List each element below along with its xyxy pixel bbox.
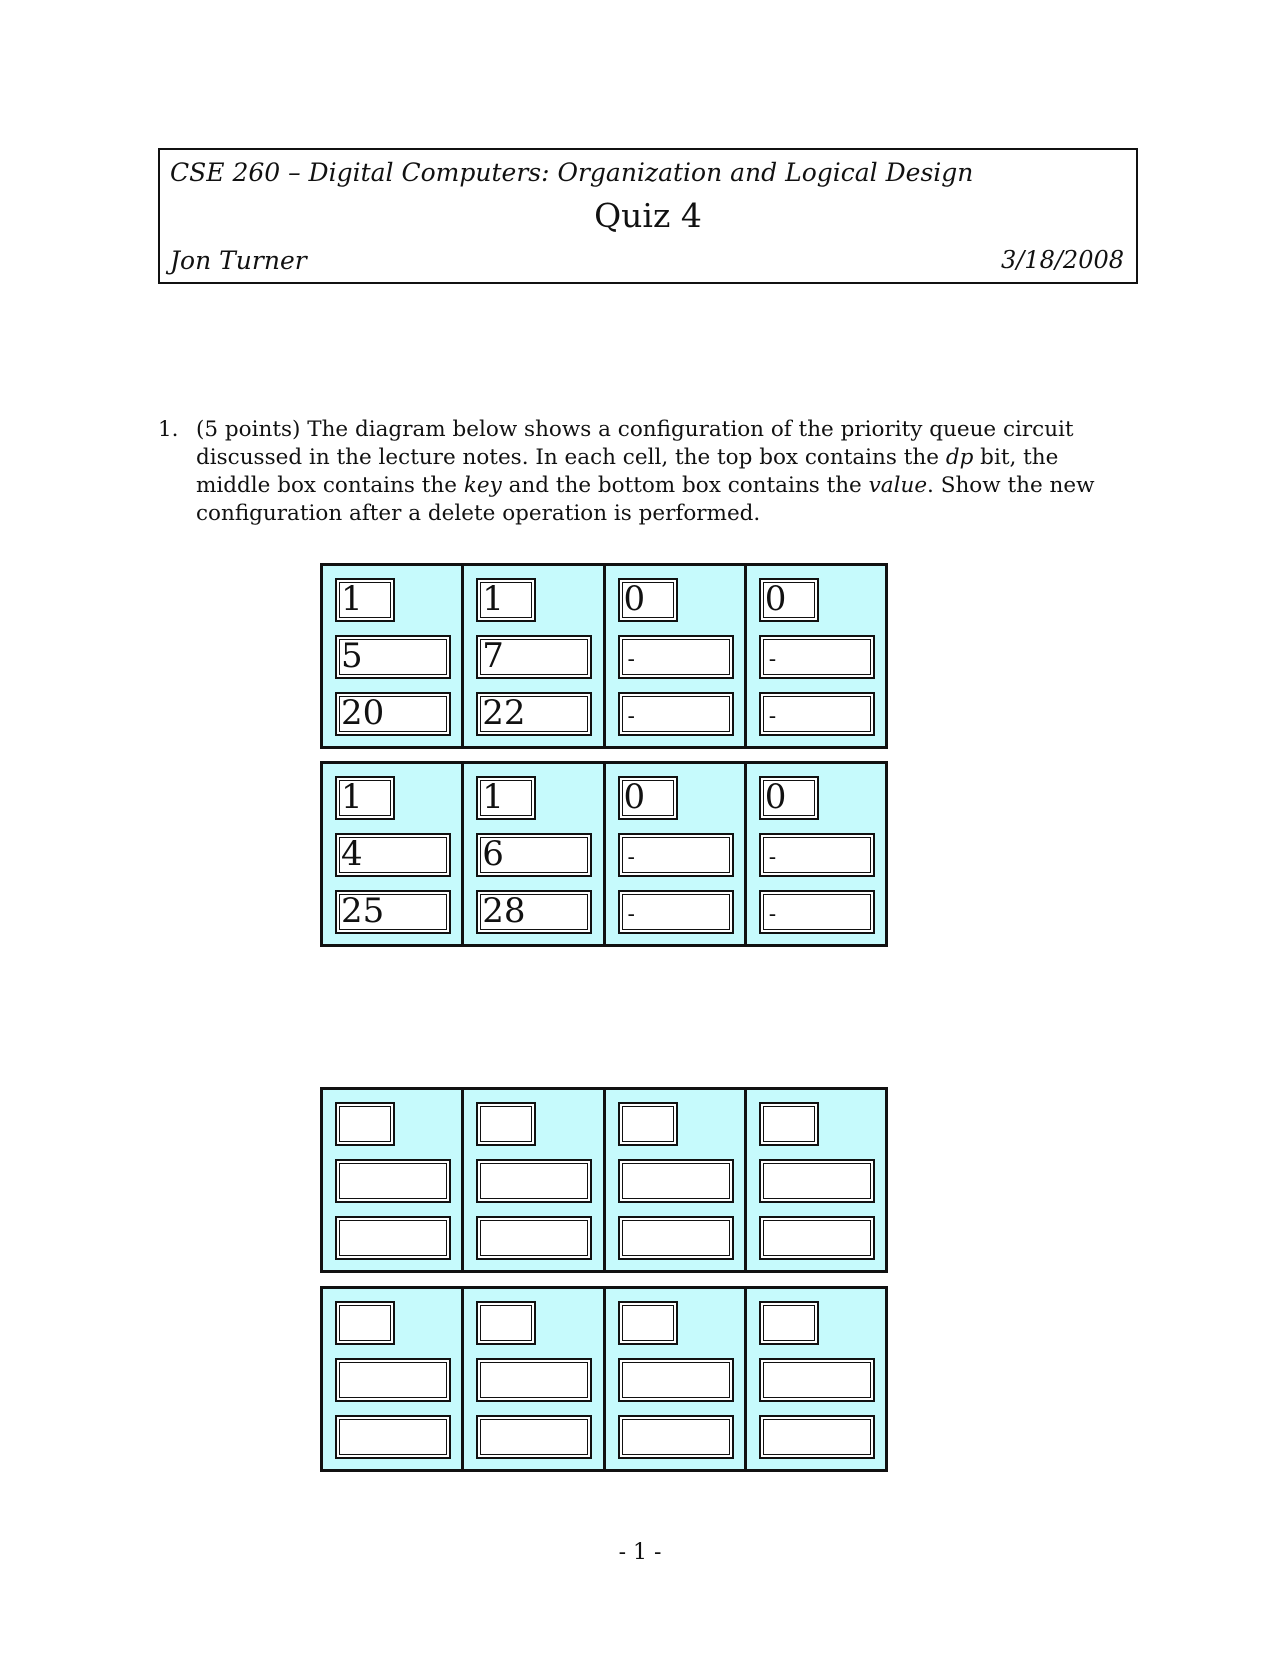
key-box: - [759,833,875,877]
term-dp: dp [945,445,974,470]
answer-key-box[interactable] [335,1159,451,1203]
question-number: 1. [158,417,179,442]
answer-value-box[interactable] [759,1216,875,1260]
dp-box: 0 [759,578,819,622]
answer-dp-box[interactable] [618,1301,678,1345]
answer-key-box[interactable] [618,1358,734,1402]
course-title: CSE 260 – Digital Computers: Organization and Logical Design [170,158,974,187]
answer-config-top-row [320,1087,888,1273]
queue-cell [323,566,464,746]
answer-cell [323,1090,464,1270]
answer-key-box[interactable] [618,1159,734,1203]
answer-dp-box[interactable] [759,1301,819,1345]
queue-cell [747,566,885,746]
value-box: - [759,890,875,934]
instructor-name: Jon Turner [170,246,307,275]
answer-key-box[interactable] [759,1159,875,1203]
answer-key-box[interactable] [476,1358,592,1402]
key-box: - [759,635,875,679]
term-value: value [868,473,928,498]
answer-dp-box[interactable] [476,1301,536,1345]
answer-key-box[interactable] [335,1358,451,1402]
answer-cell [464,1090,605,1270]
answer-dp-box[interactable] [476,1102,536,1146]
header-box [158,148,1138,284]
answer-dp-box[interactable] [618,1102,678,1146]
answer-key-box[interactable] [759,1358,875,1402]
key-box: 6 [476,833,592,877]
answer-dp-box[interactable] [335,1102,395,1146]
value-box: 28 [476,890,592,934]
dp-box: 1 [335,776,395,820]
answer-value-box[interactable] [476,1216,592,1260]
queue-cell [323,764,464,944]
dp-box: 1 [335,578,395,622]
value-box: - [618,692,734,736]
term-key: key [463,473,502,498]
answer-dp-box[interactable] [335,1301,395,1345]
answer-value-box[interactable] [476,1415,592,1459]
answer-value-box[interactable] [759,1415,875,1459]
queue-cell [747,764,885,944]
dp-box: 0 [759,776,819,820]
value-box: 25 [335,890,451,934]
key-box: - [618,833,734,877]
answer-cell [464,1289,605,1469]
answer-cell [747,1090,885,1270]
quiz-date: 3/18/2008 [1000,246,1124,274]
answer-cell [606,1289,747,1469]
page-number: - 1 - [618,1540,662,1565]
value-box: 22 [476,692,592,736]
queue-cell [464,566,605,746]
given-config-top-row [320,563,888,749]
dp-box: 1 [476,578,536,622]
queue-cell [606,764,747,944]
key-box: 4 [335,833,451,877]
given-config-bottom-row [320,761,888,947]
answer-value-box[interactable] [335,1216,451,1260]
key-box: - [618,635,734,679]
key-box: 5 [335,635,451,679]
answer-cell [606,1090,747,1270]
question-1 [158,416,1138,528]
dp-box: 0 [618,578,678,622]
answer-cell [747,1289,885,1469]
answer-key-box[interactable] [476,1159,592,1203]
page-title: Quiz 4 [594,196,702,235]
question-text: (5 points) The diagram below shows a configuration of the priority queue circuit discussed in the lecture notes. In each cell, the top box contains the dp bit, the middle box contains the key and the bottom box contains the value. Show the new configuration after a delete operation is performed. [196,417,1095,526]
value-box: - [759,692,875,736]
dp-box: 1 [476,776,536,820]
answer-dp-box[interactable] [759,1102,819,1146]
key-box: 7 [476,635,592,679]
value-box: - [618,890,734,934]
answer-config-bottom-row [320,1286,888,1472]
answer-cell [323,1289,464,1469]
answer-value-box[interactable] [335,1415,451,1459]
dp-box: 0 [618,776,678,820]
queue-cell [464,764,605,944]
answer-value-box[interactable] [618,1216,734,1260]
value-box: 20 [335,692,451,736]
queue-cell [606,566,747,746]
answer-value-box[interactable] [618,1415,734,1459]
